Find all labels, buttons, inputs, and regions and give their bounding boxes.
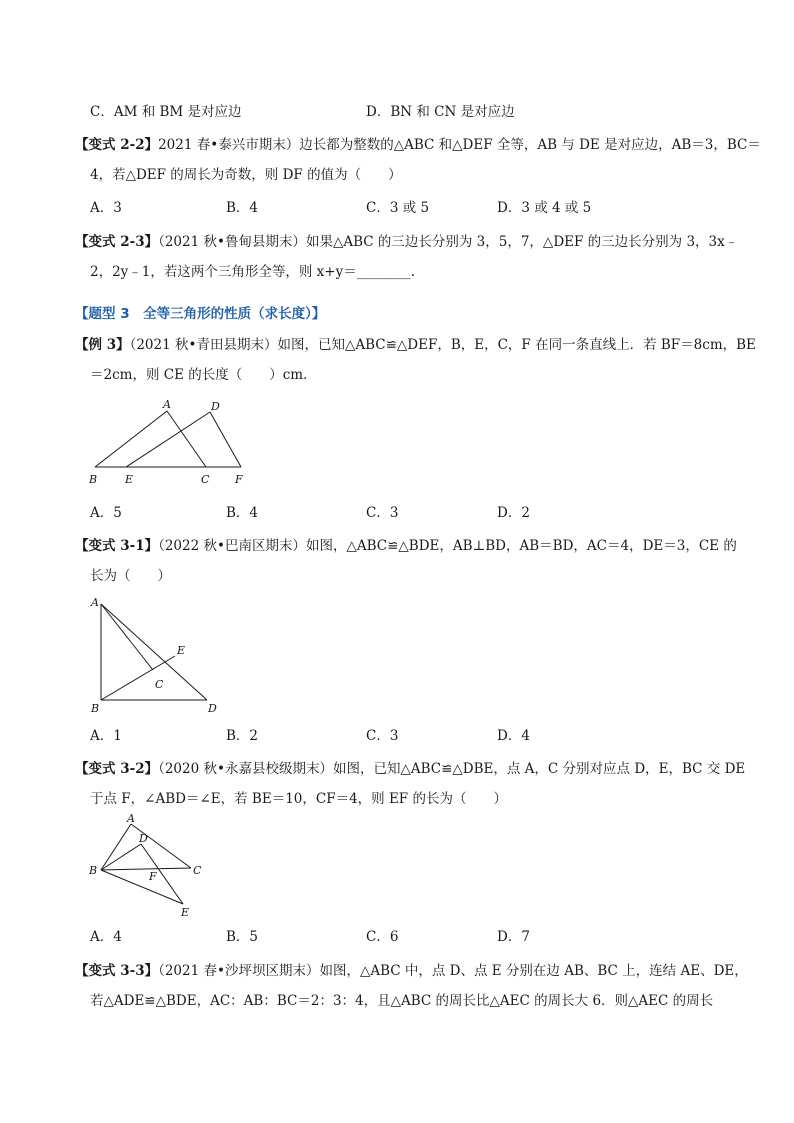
line-ac bbox=[167, 411, 206, 467]
variant-2-3-text1: （2021 秋•鲁甸县期末）如果△ABC 的三边长分别为 3，5，7，△DEF 的三边长分别为 3，3x﹣ bbox=[158, 234, 739, 250]
label-d: D bbox=[211, 400, 220, 413]
example-3-figure bbox=[85, 397, 255, 489]
variant-3-1-figure bbox=[85, 592, 225, 720]
ex3-option-a: A．5 bbox=[90, 505, 122, 521]
option-c: C．AM 和 BM 是对应边 bbox=[90, 104, 242, 120]
label-c: C bbox=[193, 864, 202, 877]
v22-option-c: C．3 或 5 bbox=[366, 200, 430, 216]
v22-option-b: B．4 bbox=[226, 200, 259, 216]
label-f: F bbox=[235, 473, 243, 486]
variant-2-2-tag: 【变式 2-2】 bbox=[75, 137, 159, 153]
label-a: A bbox=[91, 596, 99, 609]
example-3-tag: 【例 3】 bbox=[75, 337, 130, 353]
variant-3-2-text1: （2020 秋•永嘉县校级期末）如图，已知△ABC≌△DBE，点 A，C 分别对应点 D，E，BC 交 DE bbox=[158, 761, 746, 777]
line-bd bbox=[101, 844, 141, 870]
example-3-line1 bbox=[75, 336, 756, 354]
line-ed bbox=[126, 412, 210, 467]
label-e: E bbox=[177, 644, 186, 657]
variant-2-3-tag: 【变式 2-3】 bbox=[75, 234, 159, 250]
v22-option-d: D．3 或 4 或 5 bbox=[497, 200, 592, 216]
v31-option-b: B．2 bbox=[226, 728, 259, 744]
line-ac bbox=[101, 604, 153, 670]
v31-option-a: A．1 bbox=[90, 728, 122, 744]
label-e: E bbox=[181, 906, 190, 919]
label-b: B bbox=[89, 864, 98, 877]
variant-3-2-line1 bbox=[75, 760, 745, 778]
ex3-option-c: C．3 bbox=[366, 505, 399, 521]
v32-option-d: D．7 bbox=[497, 929, 530, 945]
label-e: E bbox=[125, 473, 134, 486]
variant-3-1-text1: （2022 秋•巴南区期末）如图，△ABC≌△BDE，AB⊥BD，AB＝BD，AC＝4，DE＝3，CE 的 bbox=[158, 538, 737, 554]
label-f: F bbox=[149, 870, 157, 883]
variant-2-3-line2: 2，2y﹣1，若这两个三角形全等，则 x+y＝________. bbox=[90, 264, 416, 280]
label-d: D bbox=[208, 702, 217, 715]
label-b: B bbox=[89, 473, 98, 486]
label-a: A bbox=[163, 398, 171, 411]
option-d: D．BN 和 CN 是对应边 bbox=[366, 104, 515, 120]
ex3-option-b: B．4 bbox=[226, 505, 259, 521]
variant-3-1-tag: 【变式 3-1】 bbox=[75, 538, 159, 554]
variant-3-2-figure bbox=[85, 810, 215, 922]
v22-option-a: A．3 bbox=[90, 200, 122, 216]
line-be bbox=[101, 656, 175, 700]
variant-3-2-tag: 【变式 3-2】 bbox=[75, 761, 159, 777]
variant-3-3-line2: 若△ADE≌△BDE，AC：AB：BC＝2：3：4，且△ABC 的周长比△AEC 的周长大 6．则△AEC 的周长 bbox=[90, 993, 714, 1009]
section-heading: 【题型 3 全等三角形的性质（求长度）】 bbox=[75, 306, 326, 322]
v32-option-b: B．5 bbox=[226, 929, 259, 945]
line-ac bbox=[131, 824, 191, 868]
variant-3-2-line2: 于点 F，∠ABD＝∠E，若 BE＝10，CF＝4，则 EF 的长为（ ） bbox=[90, 791, 507, 807]
line-df bbox=[210, 412, 241, 467]
v32-option-c: C．6 bbox=[366, 929, 399, 945]
ex3-option-d: D．2 bbox=[497, 505, 530, 521]
variant-3-3-line1 bbox=[75, 962, 748, 980]
example-3-line2: ＝2cm，则 CE 的长度（ ）cm． bbox=[90, 367, 317, 383]
label-a: A bbox=[127, 812, 135, 825]
variant-2-3-line1 bbox=[75, 233, 738, 251]
label-d: D bbox=[139, 832, 148, 845]
label-c: C bbox=[155, 678, 164, 691]
label-c: C bbox=[201, 473, 210, 486]
line-ad bbox=[101, 604, 207, 700]
v31-option-d: D．4 bbox=[497, 728, 530, 744]
variant-3-3-text1: （2021 春•沙坪坝区期末）如图，△ABC 中，点 D、点 E 分别在边 AB、BC 上，连结 AE、DE， bbox=[158, 963, 748, 979]
example-3-text1: （2021 秋•青田县期末）如图，已知△ABC≌△DEF，B，E，C，F 在同一条直线上．若 BF＝8cm，BE bbox=[129, 337, 756, 353]
v32-option-a: A．4 bbox=[90, 929, 122, 945]
variant-3-1-line1 bbox=[75, 537, 737, 555]
variant-3-1-line2: 长为（ ） bbox=[90, 568, 171, 584]
variant-3-3-tag: 【变式 3-3】 bbox=[75, 963, 159, 979]
label-b: B bbox=[91, 702, 100, 715]
variant-2-2-text1: 2021 春•泰兴市期末）边长都为整数的△ABC 和△DEF 全等，AB 与 DE 是对应边，AB＝3，BC＝ bbox=[158, 137, 761, 153]
v31-option-c: C．3 bbox=[366, 728, 399, 744]
line-ba bbox=[95, 411, 167, 467]
variant-2-2-line2: 4，若△DEF 的周长为奇数，则 DF 的值为（ ） bbox=[90, 167, 402, 183]
variant-2-2-line1 bbox=[75, 136, 761, 154]
line-bc bbox=[101, 868, 191, 870]
line-ba bbox=[101, 824, 131, 870]
